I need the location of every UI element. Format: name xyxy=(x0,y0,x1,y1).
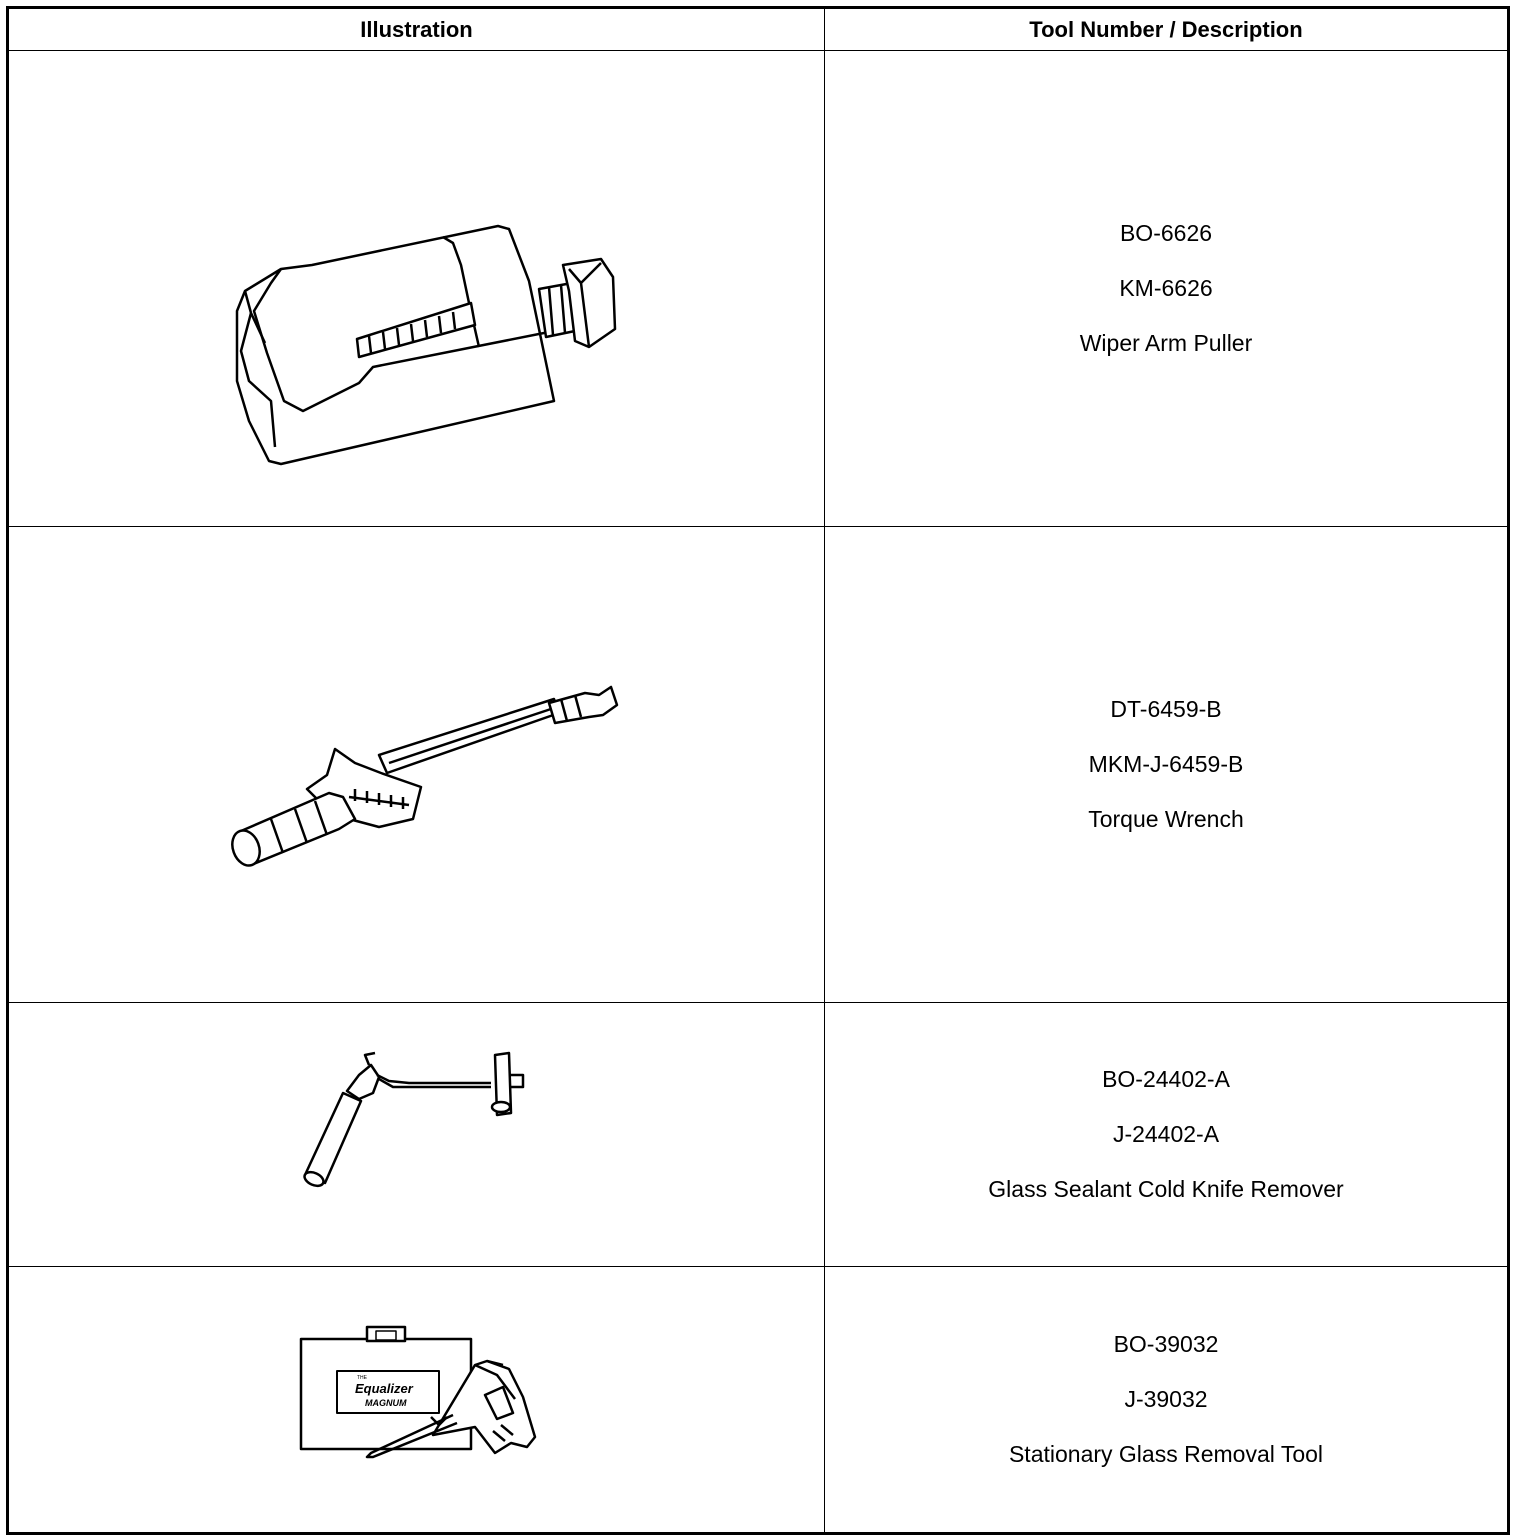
table-row xyxy=(8,1267,1509,1534)
wiper-arm-puller-icon xyxy=(9,51,824,526)
tool-description: Torque Wrench xyxy=(1088,806,1244,832)
torque-wrench-icon xyxy=(9,527,824,1002)
tool-number: BO-6626 xyxy=(1119,220,1213,246)
tool-number: MKM-J-6459-B xyxy=(1088,751,1244,777)
tool-number: BO-39032 xyxy=(1113,1331,1219,1357)
table-row xyxy=(8,527,1509,1003)
cold-knife-remover-icon xyxy=(9,1003,824,1266)
glass-removal-tool-icon xyxy=(9,1267,824,1532)
table-row xyxy=(8,51,1509,527)
case-label-brand: Equalizer xyxy=(355,1381,413,1396)
tool-number: KM-6626 xyxy=(1119,275,1213,301)
illustration-cell xyxy=(8,1003,825,1267)
illustration-cell xyxy=(8,1267,825,1534)
tool-description: Glass Sealant Cold Knife Remover xyxy=(988,1176,1344,1202)
illustration-cell xyxy=(8,51,825,527)
tool-number: DT-6459-B xyxy=(1110,696,1222,722)
tool-description-cell xyxy=(825,1003,1509,1267)
special-tools-table xyxy=(6,6,1510,1535)
tool-number: J-39032 xyxy=(1124,1386,1208,1412)
case-label-model: MAGNUM xyxy=(365,1398,407,1408)
illustration-cell xyxy=(8,527,825,1003)
table-row xyxy=(8,1003,1509,1267)
illustration-header: Illustration xyxy=(8,8,825,51)
tool-description: Wiper Arm Puller xyxy=(1079,330,1253,356)
tool-description-cell xyxy=(825,1267,1509,1534)
header-row xyxy=(8,8,1509,51)
tool-description-cell xyxy=(825,51,1509,527)
tool-header: Tool Number / Description xyxy=(825,8,1509,51)
tool-description-cell xyxy=(825,527,1509,1003)
tool-number: J-24402-A xyxy=(1112,1121,1220,1147)
tool-description: Stationary Glass Removal Tool xyxy=(1008,1441,1324,1467)
tool-number: BO-24402-A xyxy=(1102,1066,1230,1092)
case-label-small: THE xyxy=(357,1375,367,1381)
